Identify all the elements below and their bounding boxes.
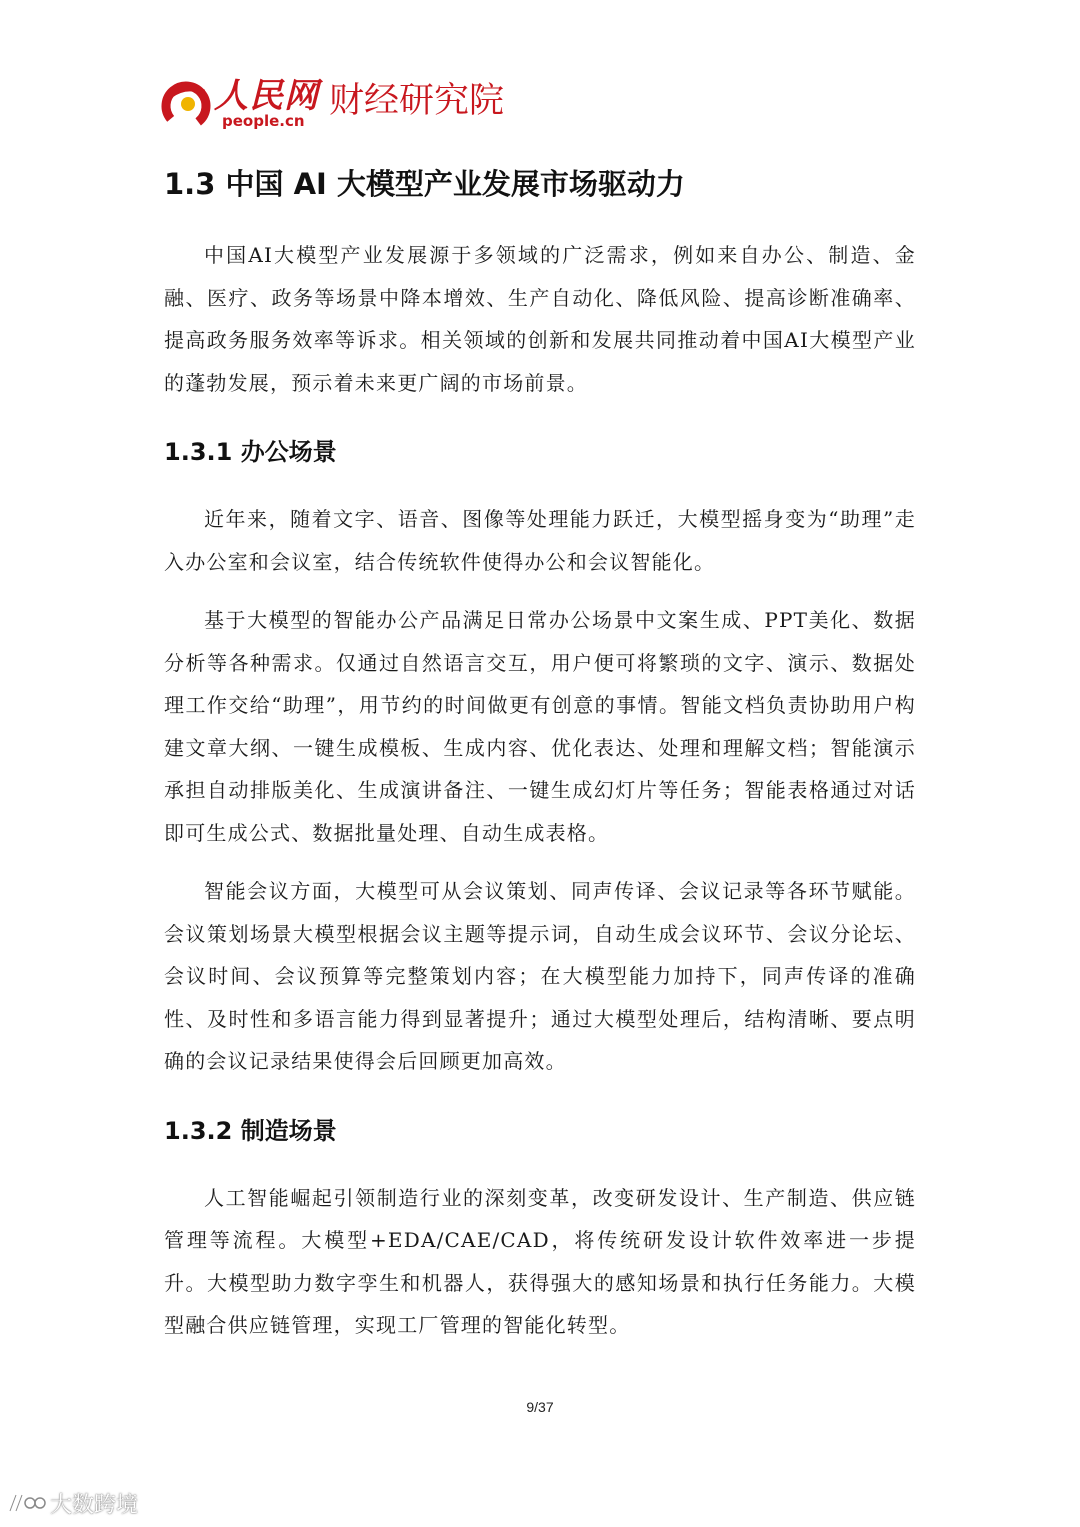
subsection-manufacturing-title: 1.3.2 制造场景 <box>164 1116 337 1145</box>
document-body <box>164 150 916 1347</box>
section-title: 1.3 中国 AI 大模型产业发展市场驱动力 <box>164 167 685 201</box>
subsection-office-title: 1.3.1 办公场景 <box>164 438 337 466</box>
logo-institute-name: 财经研究院 <box>329 81 505 121</box>
watermark <box>6 1488 138 1519</box>
logo-domain: people.cn <box>222 112 305 130</box>
watermark-text: 大数跨境 <box>50 1493 139 1518</box>
section-intro-paragraph: 中国AI大模型产业发展源于多领域的广泛需求，例如来自办公、制造、金融、医疗、政务等场景中降本增效、生产自动化、降低风险、提高诊断准确率、提高政务服务效率等诉求。相关领域的创新和发展共同推动着中国AI大模型产业的蓬勃发展，预示着未来更广阔的市场前景。 <box>164 243 916 395</box>
logo-chinese-name: 人民网 <box>214 76 319 116</box>
office-paragraph-2: 基于大模型的智能办公产品满足日常办公场景中文案生成、PPT美化、数据分析等各种需求。仅通过自然语言交互，用户便可将繁琐的文字、演示、数据处理工作交给“助理”，用节约的时间做更有创意的事情。智能文档负责协助用户构建文章大纲、一键生成模板、生成内容、优化表达、处理和理解文档；智能演示承担自动排版美化、生成演讲备注、一键生成幻灯片等任务；智能表格通过对话即可生成公式、数据批量处理、自动生成表格。 <box>164 608 916 845</box>
office-paragraph-3: 智能会议方面，大模型可从会议策划、同声传译、会议记录等各环节赋能。会议策划场景大模型根据会议主题等提示词，自动生成会议环节、会议分论坛、会议时间、会议预算等完整策划内容；在大模型能力加持下，同声传译的准确性、及时性和多语言能力得到显著提升；通过大模型处理后，结构清晰、要点明确的会议记录结果使得会后回顾更加高效。 <box>164 879 916 1073</box>
office-paragraph-1: 近年来，随着文字、语音、图像等处理能力跃迁，大模型摇身变为“助理”走入办公室和会议室，结合传统软件使得办公和会议智能化。 <box>164 507 916 574</box>
people-logo-icon <box>160 78 212 130</box>
header-logo <box>160 74 504 134</box>
watermark-logo-icon <box>6 1491 46 1517</box>
page-number: 9/37 <box>526 1399 554 1415</box>
logo-wordmark <box>214 76 319 130</box>
manufacturing-paragraph-1: 人工智能崛起引领制造行业的深刻变革，改变研发设计、生产制造、供应链管理等流程。大模型+EDA/CAE/CAD，将传统研发设计软件效率进一步提升。大模型助力数字孪生和机器人，获得强大的感知场景和执行任务能力。大模型融合供应链管理，实现工厂管理的智能化转型。 <box>164 1185 916 1337</box>
